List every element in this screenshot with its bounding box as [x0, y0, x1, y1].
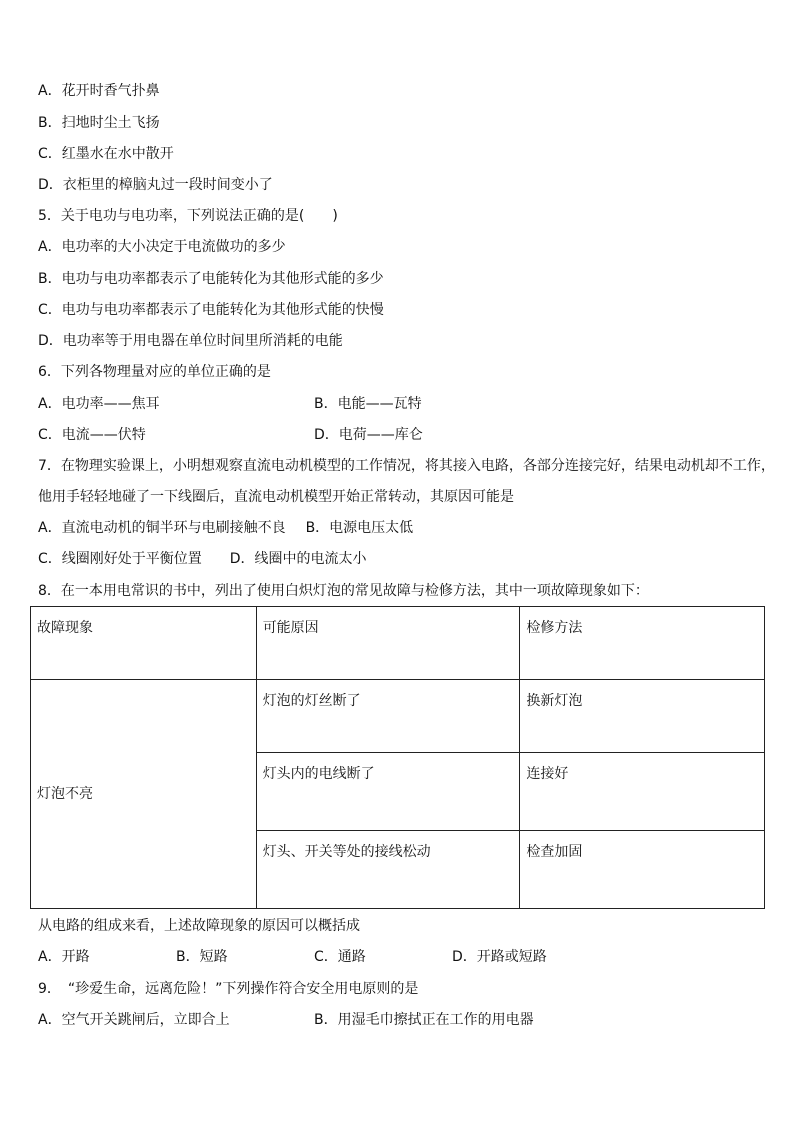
q7-option-b: B．电源电压太低 — [305, 520, 414, 536]
q5-stem: 5．关于电功与电功率，下列说法正确的是( ) — [38, 208, 338, 224]
q6-option-a: A．电功率——焦耳 — [38, 396, 160, 412]
q8-stem: 8．在一本用电常识的书中，列出了使用白炽灯泡的常见故障与检修方法，其中一项故障现象如下： — [38, 583, 649, 599]
q4-option-d: D．衣柜里的樟脑丸过一段时间变小了 — [38, 177, 273, 193]
fix-cell: 换新灯泡 — [520, 680, 765, 753]
q6-option-b: B．电能——瓦特 — [314, 396, 422, 412]
q8-followup: 从电路的组成来看，上述故障现象的原因可以概括成 — [38, 918, 360, 934]
q5-option-d: D．电功率等于用电器在单位时间里所消耗的电能 — [38, 333, 343, 349]
fault-table — [30, 606, 765, 909]
q8-option-d: D．开路或短路 — [452, 949, 547, 965]
q7-option-c: C．线圈刚好处于平衡位置 — [38, 551, 202, 567]
phenomenon-cell: 灯泡不亮 — [31, 680, 257, 909]
q7-options-row1 — [38, 519, 413, 537]
q7-option-d: D．线圈中的电流太小 — [229, 551, 367, 567]
q7-option-a: A．直流电动机的铜半环与电刷接触不良 — [38, 520, 286, 536]
header-cause: 可能原因 — [256, 607, 520, 680]
fault-table-header-row — [31, 607, 765, 680]
q5-option-a: A．电功率的大小决定于电流做功的多少 — [38, 239, 286, 255]
q5-option-c: C．电功与电功率都表示了电能转化为其他形式能的快慢 — [38, 302, 384, 318]
q7-stem-line2: 他用手轻轻地碰了一下线圈后，直流电动机模型开始正常转动，其原因可能是 — [38, 489, 514, 505]
q9-stem: 9． “珍爱生命，远离危险！”下列操作符合安全用电原则的是 — [38, 981, 419, 997]
q8-option-b: B．短路 — [176, 949, 228, 965]
q8-option-c: C．通路 — [314, 949, 366, 965]
q4-option-c: C．红墨水在水中散开 — [38, 146, 174, 162]
cause-cell: 灯泡的灯丝断了 — [256, 680, 520, 753]
table-row — [31, 680, 765, 753]
q7-stem-line1: 7．在物理实验课上，小明想观察直流电动机模型的工作情况，将其接入电路，各部分连接完好，结果电动机却不工作， — [38, 458, 775, 474]
q6-option-d: D．电荷——库仑 — [314, 427, 423, 443]
header-phenomenon: 故障现象 — [31, 607, 257, 680]
cause-cell: 灯头内的电线断了 — [256, 753, 520, 831]
q7-options-row2 — [38, 550, 367, 568]
cause-cell: 灯头、开关等处的接线松动 — [256, 831, 520, 909]
q4-option-b: B．扫地时尘土飞扬 — [38, 115, 160, 131]
q4-option-a: A．花开时香气扑鼻 — [38, 83, 160, 99]
q6-option-c: C．电流——伏特 — [38, 427, 146, 443]
fix-cell: 连接好 — [520, 753, 765, 831]
fix-cell: 检查加固 — [520, 831, 765, 909]
q9-option-a: A．空气开关跳闸后，立即合上 — [38, 1012, 230, 1028]
q6-stem: 6．下列各物理量对应的单位正确的是 — [38, 364, 271, 380]
q9-option-b: B．用湿毛巾擦拭正在工作的用电器 — [314, 1012, 534, 1028]
q5-option-b: B．电功与电功率都表示了电能转化为其他形式能的多少 — [38, 271, 384, 287]
header-fix: 检修方法 — [520, 607, 765, 680]
q8-option-a: A．开路 — [38, 949, 90, 965]
